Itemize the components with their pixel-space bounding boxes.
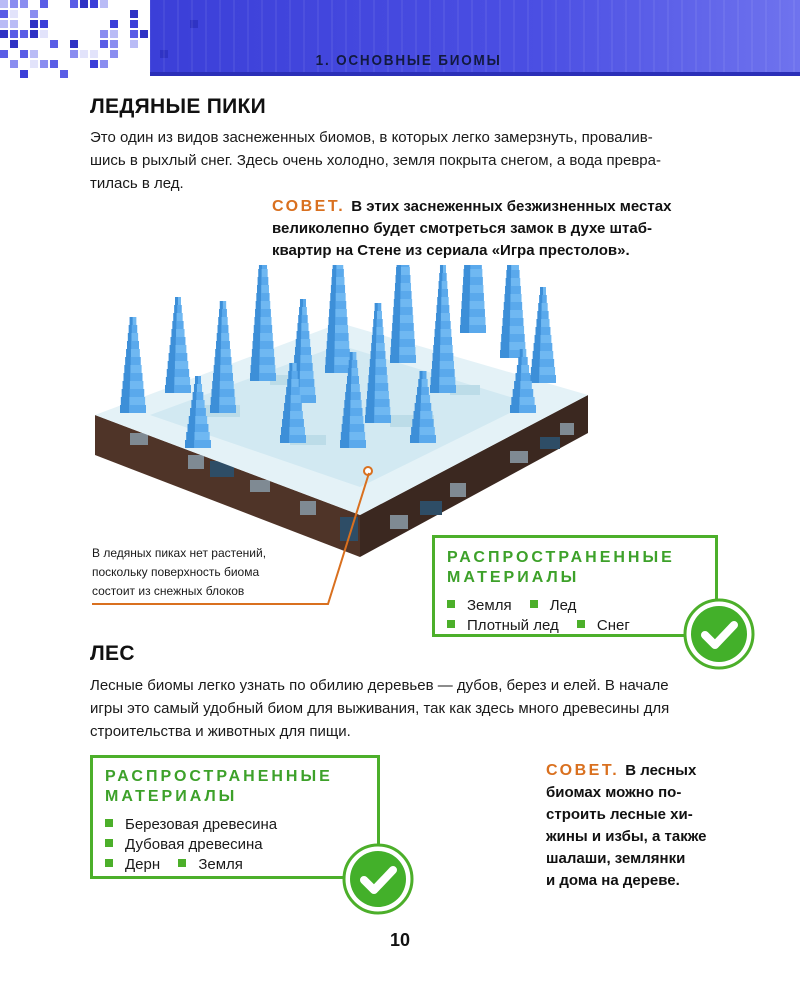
section-heading-ice-spikes: ЛЕДЯНЫЕ ПИКИ	[90, 95, 267, 118]
section-heading-forest: ЛЕС	[90, 642, 135, 665]
ice-spikes-materials-box	[432, 535, 718, 637]
material-item: Плотный лед	[467, 617, 559, 634]
tip-line: шалаши, землянки	[546, 850, 686, 867]
materials-row	[447, 596, 703, 616]
tip-label: СОВЕТ.	[546, 762, 620, 779]
materials-row	[105, 855, 365, 875]
materials-title-line: МАТЕРИАЛЫ	[447, 569, 580, 586]
materials-title	[447, 548, 703, 588]
caption-line: В ледяных пиках нет растений,	[92, 546, 267, 560]
material-item: Лед	[549, 597, 577, 614]
material-item: Дубовая древесина	[125, 836, 263, 853]
checkmark-badge-icon	[342, 843, 414, 915]
material-item: Березовая древесина	[125, 816, 278, 833]
materials-row	[105, 835, 365, 855]
tip-line: биомах можно по-	[546, 784, 682, 801]
forest-paragraph	[90, 674, 740, 743]
materials-row	[105, 815, 365, 835]
material-item: Земля	[198, 856, 243, 873]
paragraph-line: тилась в лед.	[90, 175, 184, 192]
caption-line: поскольку поверхность биома	[92, 565, 260, 579]
page-number: 10	[389, 930, 411, 950]
paragraph-line: игры это самый удобный биом для выживания, так как здесь много древесины для	[90, 700, 670, 717]
materials-title	[105, 767, 365, 807]
bullet-icon	[178, 859, 186, 867]
forest-materials-box	[90, 755, 380, 879]
materials-row	[447, 616, 703, 636]
tip-line: В лесных	[625, 762, 697, 779]
material-item: Дерн	[125, 856, 161, 873]
tip-line: великолепно будет смотреться замок в духе штаб-	[272, 220, 652, 237]
materials-title-line: РАСПРОСТРАНЕННЫЕ	[105, 768, 333, 785]
paragraph-line: Это один из видов заснеженных биомов, в которых легко замерзнуть, провалив-	[90, 129, 653, 146]
paragraph-line: строительства и животных для пищи.	[90, 723, 351, 740]
tip-label: СОВЕТ.	[272, 198, 346, 215]
materials-title-line: МАТЕРИАЛЫ	[105, 788, 238, 805]
bullet-icon	[447, 620, 455, 628]
checkmark-badge-icon	[683, 598, 755, 670]
caption-line: состоит из снежных блоков	[92, 584, 245, 598]
bullet-icon	[105, 859, 113, 867]
tip-line: строить лесные хи-	[546, 806, 693, 823]
bullet-icon	[105, 839, 113, 847]
bullet-icon	[577, 620, 585, 628]
forest-tip	[546, 760, 756, 892]
tip-line: жины и избы, а также	[546, 828, 707, 845]
bullet-icon	[105, 819, 113, 827]
paragraph-line: Лесные биомы легко узнать по обилию деревьев — дубов, берез и елей. В начале	[90, 677, 669, 694]
materials-title-line: РАСПРОСТРАНЕННЫЕ	[447, 549, 675, 566]
tip-line: квартир на Стене из сериала «Игра престолов».	[272, 242, 630, 259]
material-item: Снег	[596, 617, 630, 634]
tip-line: В этих заснеженных безжизненных местах	[351, 198, 672, 215]
tip-line: и дома на дереве.	[546, 872, 680, 889]
chapter-title: 1. ОСНОВНЫЕ БИОМЫ	[316, 52, 502, 69]
material-item: Земля	[467, 597, 512, 614]
ice-spikes-caption	[92, 544, 332, 601]
paragraph-line: шись в рыхлый снег. Здесь очень холодно, земля покрыта снегом, а вода превра-	[90, 152, 661, 169]
bullet-icon	[447, 600, 455, 608]
bullet-icon	[530, 600, 538, 608]
